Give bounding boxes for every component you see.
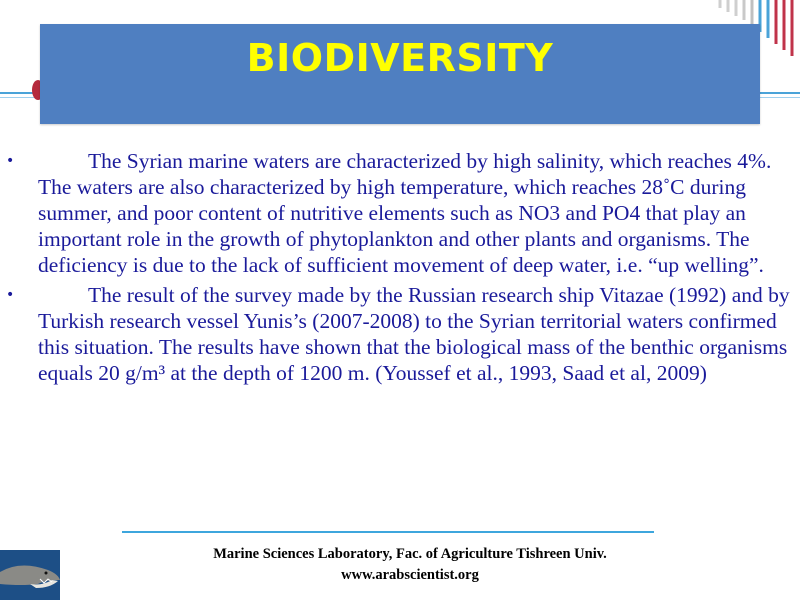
footer-affiliation: Marine Sciences Laboratory, Fac. of Agriculture Tishreen Univ.	[213, 546, 607, 562]
bullet-item	[6, 282, 790, 386]
bullet-text: The Syrian marine waters are characterized by high salinity, which reaches 4%. The waters are also characterized by high temperature, which reaches 28˚C during summer, and poor content of nutritive elements such as NO3 and PO4 that play an important role in the growth of phytoplankton and other plants and organisms. The deficiency is due to the lack of sufficient movement of deep water, i.e. “up welling”.	[38, 149, 772, 277]
title-bar	[40, 24, 760, 124]
bullet-item	[6, 148, 790, 278]
slide-title: BIODIVERSITY	[246, 36, 554, 80]
footer-url[interactable]: www.arabscientist.org	[341, 567, 479, 583]
bullet-text: The result of the survey made by the Russian research ship Vitazae (1992) and by Turkish research vessel Yunis’s (2007-2008) to the Syrian territorial waters confirmed this situation. The results have shown that the biological mass of the benthic organisms equals 20 g/m³ at the depth of 1200 m. (Youssef et al., 1993, Saad et al, 2009)	[38, 283, 790, 385]
slide-body	[6, 148, 790, 390]
footer-divider	[122, 531, 654, 533]
bullet-icon: •	[6, 287, 15, 303]
bullet-icon: •	[6, 153, 15, 169]
